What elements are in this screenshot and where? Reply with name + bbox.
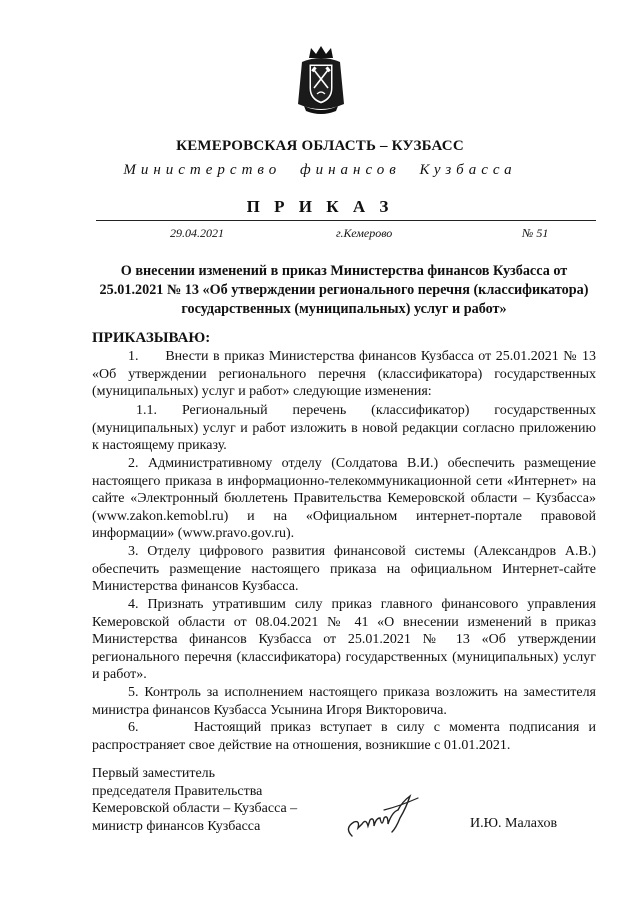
coat-of-arms-icon <box>294 44 348 116</box>
region-name: КЕМЕРОВСКАЯ ОБЛАСТЬ – КУЗБАСС <box>176 138 464 154</box>
signatory-position-line: министр финансов Кузбасса <box>92 818 261 834</box>
paragraph-6: 6. Настоящий приказ вступает в силу с момента подписания и распространяет свое действие на отношения, возникшие с 01.01.2021. <box>92 720 596 753</box>
paragraph-1-1: 1.1. Региональный перечень (классификатор) государственных (муниципальных) услуг и работ изложить в новой редакции согласно приложению к настоящему приказу. <box>92 403 596 454</box>
document-type: П Р И К А З <box>246 197 394 216</box>
signer-name: И.Ю. Малахов <box>470 816 558 831</box>
paragraph-2: 2. Административному отделу (Солдатова В.И.) обеспечить размещение настоящего приказа в информационно-телекоммуникационной сети «Интернет» на сайте «Электронный бюллетень Правительства Кемеровской области – Кузбасса» (www.zakon.kemobl.ru) и на «Официальном интернет-портале правовой информации» (www.pravo.gov.ru). <box>92 456 596 542</box>
order-heading: ПРИКАЗЫВАЮ: <box>92 330 211 346</box>
paragraph-4: 4. Признать утратившим силу приказ главного финансового управления Кемеровской области от 08.04.2021 № 41 «О внесении изменений в приказ Министерства финансов Кузбасса от 25.01.2021 № 13 «Об утверждении регионального перечня (классификатора) государственных (муниципальных) услуг и работ». <box>92 597 596 683</box>
document-title: О внесении изменений в приказ Министерства финансов Кузбасса от 25.01.2021 № 13 «Об утверждении регионального перечня (классификатора) государственных (муниципальных) услуг и работ» <box>99 263 589 317</box>
paragraph-3: 3. Отделу цифрового развития финансовой системы (Александров А.В.) обеспечить размещение настоящего приказа на официальном Интернет-сайте Министерства финансов Кузбасса. <box>92 544 596 595</box>
signatory-position <box>92 765 352 835</box>
paragraph-5: 5. Контроль за исполнением настоящего приказа возложить на заместителя министра финансов Кузбасса Усынина Игоря Викторовича. <box>92 685 596 718</box>
paragraph-1: 1. Внести в приказ Министерства финансов Кузбасса от 25.01.2021 № 13 «Об утверждении регионального перечня (классификатора) государственных (муниципальных) услуг и работ» следующие изменения: <box>92 349 596 400</box>
handwritten-signature <box>340 788 440 848</box>
document-number: № 51 <box>522 226 549 240</box>
document-city: г.Кемерово <box>336 226 393 240</box>
document-date: 29.04.2021 <box>170 226 224 240</box>
ministry-name: Министерство финансов Кузбасса <box>123 162 517 178</box>
signatory-position-line: Первый заместитель <box>92 766 216 781</box>
header-divider <box>96 220 596 221</box>
signatory-position-line: председателя Правительства <box>92 783 263 799</box>
signatory-position-line: Кемеровской области – Кузбасса – <box>92 801 298 816</box>
